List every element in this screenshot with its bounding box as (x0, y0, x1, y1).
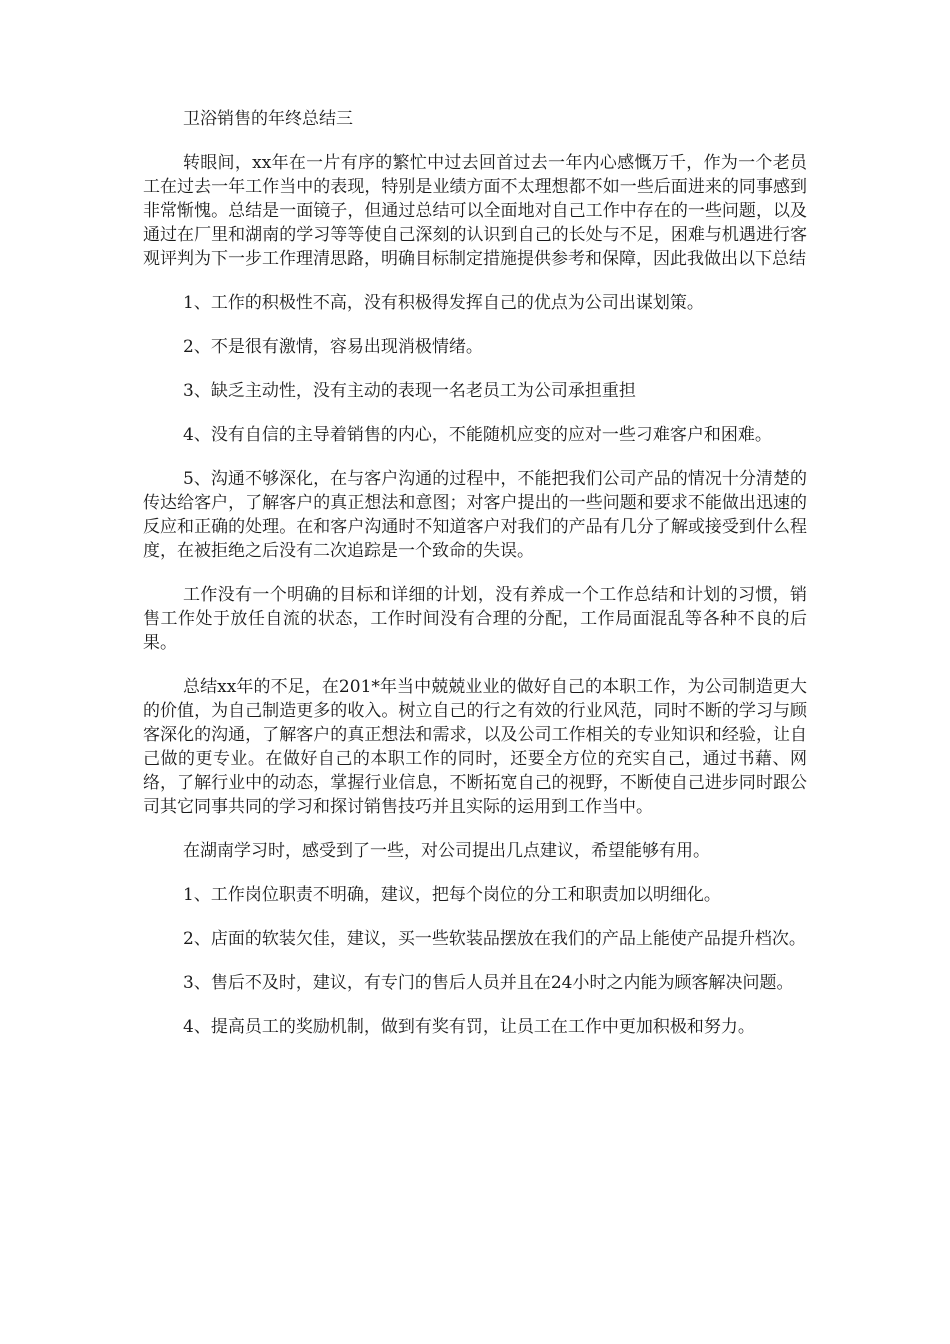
document-body (143, 107, 807, 1059)
paragraph-suggestion-2: 2、店面的软装欠佳，建议，买一些软装品摆放在我们的产品上能使产品提升档次。 (183, 929, 806, 949)
paragraph-shortcoming-4: 4、没有自信的主导着销售的内心，不能随机应变的应对一些刁难客户和困难。 (183, 425, 772, 445)
paragraph-intro: 转眼间，xx年在一片有序的繁忙中过去回首过去一年内心感慨万千，作为一个老员工在过去一年工作当中的表现，特别是业绩方面不太理想都不如一些后面进来的同事感到非常惭愧。总结是一面镜子，但通过总结可以全面地对自己工作中存在的一些问题，以及通过在厂里和湖南的学习等等使自己深刻的认识到自己的长处与不足，困难与机遇进行客观评判为下一步工作理清思路，明确目标制定措施提供参考和保障，因此我做出以下总结 (143, 153, 807, 269)
paragraph-suggestion-4: 4、提高员工的奖励机制，做到有奖有罚，让员工在工作中更加积极和努力。 (183, 1017, 755, 1037)
paragraph-shortcoming-1: 1、工作的积极性不高，没有积极得发挥自己的优点为公司出谋划策。 (183, 293, 704, 313)
paragraph-shortcoming-2: 2、不是很有激情，容易出现消极情绪。 (183, 337, 483, 357)
paragraph-suggestion-1: 1、工作岗位职责不明确，建议，把每个岗位的分工和职责加以明细化。 (183, 885, 721, 905)
paragraph-planning: 工作没有一个明确的目标和详细的计划，没有养成一个工作总结和计划的习惯，销售工作处于放任自流的状态，工作时间没有合理的分配，工作局面混乱等各种不良的后果。 (143, 585, 807, 653)
document-title: 卫浴销售的年终总结三 (183, 109, 353, 129)
paragraph-suggestions-intro: 在湖南学习时，感受到了一些，对公司提出几点建议，希望能够有用。 (183, 841, 710, 861)
paragraph-shortcoming-5: 5、沟通不够深化，在与客户沟通的过程中，不能把我们公司产品的情况十分清楚的传达给客户，了解客户的真正想法和意图；对客户提出的一些问题和要求不能做出迅速的反应和正确的处理。在和客户沟通时不知道客户对我们的产品有几分了解或接受到什么程度，在被拒绝之后没有二次追踪是一个致命的失误。 (143, 469, 807, 561)
paragraph-suggestion-3: 3、售后不及时，建议，有专门的售后人员并且在24小时之内能为顾客解决问题。 (183, 973, 794, 993)
paragraph-summary: 总结xx年的不足，在201*年当中兢兢业业的做好自己的本职工作，为公司制造更大的价值，为自己制造更多的收入。树立自己的行之有效的行业风范，同时不断的学习与顾客深化的沟通，了解客户的真正想法和需求，以及公司工作相关的专业知识和经验，让自己做的更专业。在做好自己的本职工作的同时，还要全方位的充实自己，通过书藉、网络，了解行业中的动态，掌握行业信息，不断拓宽自己的视野，不断使自己进步同时跟公司其它同事共同的学习和探讨销售技巧并且实际的运用到工作当中。 (143, 677, 807, 817)
paragraph-shortcoming-3: 3、缺乏主动性，没有主动的表现一名老员工为公司承担重担 (183, 381, 636, 401)
